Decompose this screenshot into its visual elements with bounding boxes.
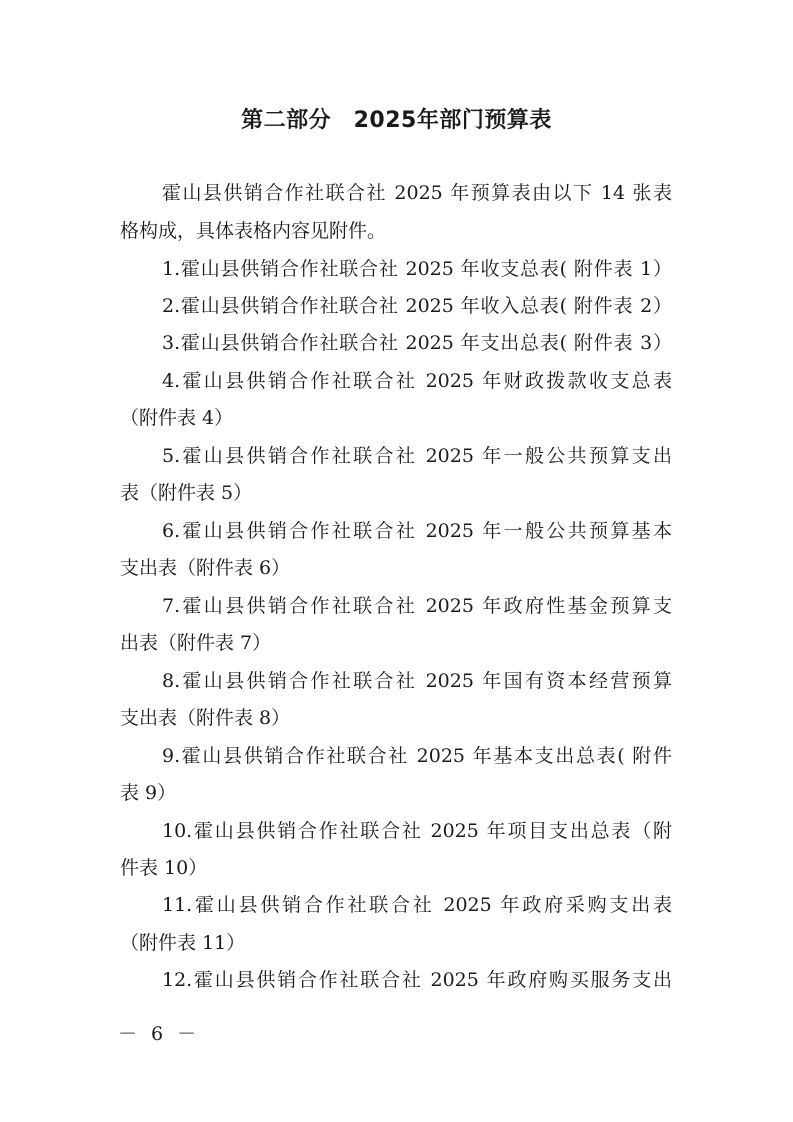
list-item-10-cont: 件表 10） xyxy=(120,857,208,879)
list-item-8: 8.霍山县供销合作社联合社 2025 年国有资本经营预算 xyxy=(162,670,672,692)
list-item-6: 6.霍山县供销合作社联合社 2025 年一般公共预算基本 xyxy=(162,520,672,542)
page-number: － 6 － xyxy=(118,1023,201,1045)
list-item-4: 4.霍山县供销合作社联合社 2025 年财政拨款收支总表 xyxy=(162,370,672,392)
list-item-3: 3.霍山县供销合作社联合社 2025 年支出总表( 附件表 3） xyxy=(162,332,672,354)
list-item-4-cont: （附件表 4） xyxy=(120,407,234,429)
list-item-1: 1.霍山县供销合作社联合社 2025 年收支总表( 附件表 1） xyxy=(162,258,672,280)
intro-line-2: 格构成，具体表格内容见附件。 xyxy=(120,220,387,242)
list-item-11: 11.霍山县供销合作社联合社 2025 年政府采购支出表 xyxy=(162,894,672,916)
page-title: 第二部分 2025年部门预算表 xyxy=(241,108,552,133)
list-item-6-cont: 支出表（附件表 6） xyxy=(120,557,291,579)
list-item-7: 7.霍山县供销合作社联合社 2025 年政府性基金预算支 xyxy=(162,595,672,617)
list-item-9: 9.霍山县供销合作社联合社 2025 年基本支出总表( 附件 xyxy=(162,745,672,767)
list-item-5: 5.霍山县供销合作社联合社 2025 年一般公共预算支出 xyxy=(162,445,672,467)
list-item-11-cont: （附件表 11） xyxy=(120,932,246,954)
list-item-8-cont: 支出表（附件表 8） xyxy=(120,707,291,729)
list-item-9-cont: 表 9） xyxy=(120,782,177,804)
intro-line-1: 霍山县供销合作社联合社 2025 年预算表由以下 14 张表 xyxy=(162,182,672,204)
list-item-7-cont: 出表（附件表 7） xyxy=(120,632,272,654)
list-item-5-cont: 表（附件表 5） xyxy=(120,482,253,504)
list-item-10: 10.霍山县供销合作社联合社 2025 年项目支出总表（附 xyxy=(162,820,672,842)
list-item-12: 12.霍山县供销合作社联合社 2025 年政府购买服务支出 xyxy=(162,969,672,991)
list-item-2: 2.霍山县供销合作社联合社 2025 年收入总表( 附件表 2） xyxy=(162,295,672,317)
